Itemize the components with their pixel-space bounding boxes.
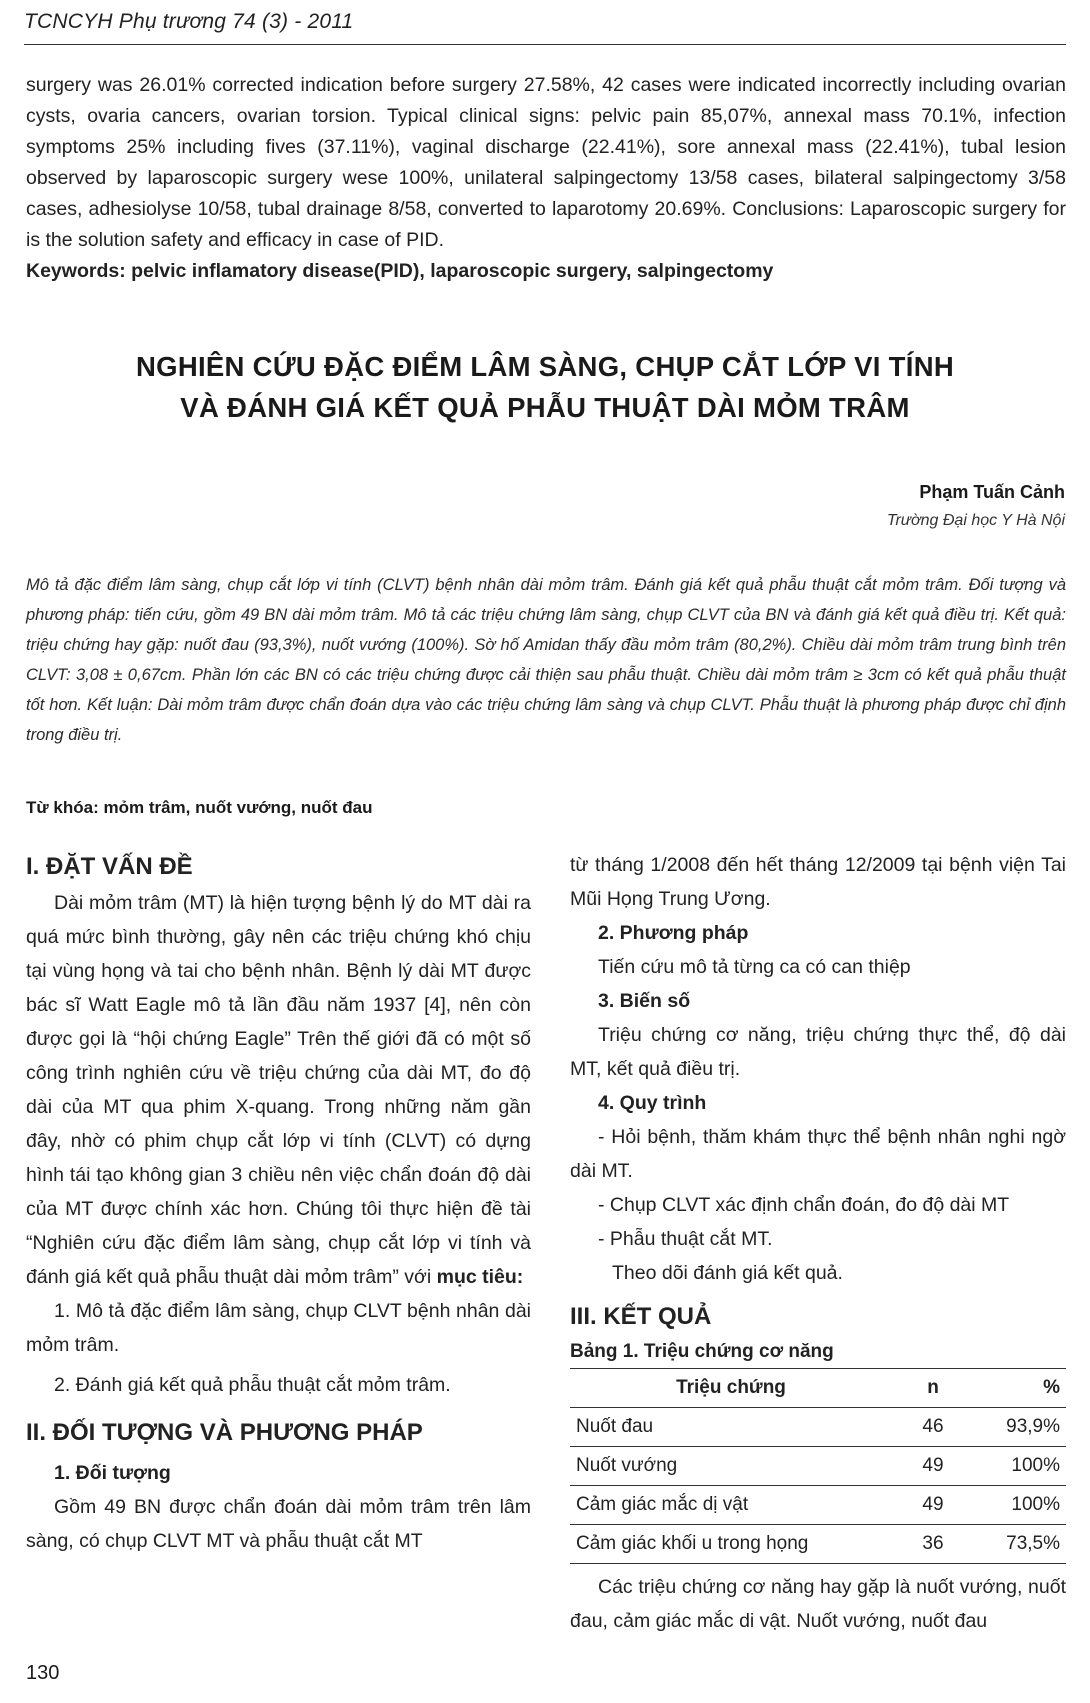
article-title-line-2: VÀ ĐÁNH GIÁ KẾT QUẢ PHẪU THUẬT DÀI MỎM TRÂM xyxy=(180,392,910,423)
objective-label: mục tiêu: xyxy=(436,1266,524,1288)
introduction-paragraph xyxy=(26,886,531,1294)
subheading-method: 2. Phương pháp xyxy=(598,922,749,944)
vietnamese-abstract: Mô tả đặc điểm lâm sàng, chụp cắt lớp vi tính (CLVT) bệnh nhân dài mỏm trâm. Đánh giá kết quả phẫu thuật cắt mỏm trâm. Đối tượng và phương pháp: tiến cứu, gồm 49 BN dài mỏm trâm. Mô tả các triệu chứng lâm sàng, chụp CLVT của BN và đánh giá kết quả điều trị. Kết quả: triệu chứng hay gặp: nuốt đau (93,3%), nuốt vướng (100%). Sờ hố Amidan thấy đầu mỏm trâm (80,2%). Chiều dài mỏm trâm trung bình trên CLVT: 3,08 ± 0,67cm. Phần lớn các BN có các triệu chứng được cải thiện sau phẫu thuật. Chiều dài mỏm trâm ≥ 3cm có kết quả phẫu thuật tốt hơn. Kết luận: Dài mỏm trâm được chẩn đoán dựa vào các triệu chứng lâm sàng và chụp CLVT. Phẫu thuật là phương pháp được chỉ định trong điều trị. xyxy=(26,576,1066,744)
table-row xyxy=(570,1525,1066,1564)
symptoms-table xyxy=(570,1368,1066,1564)
running-header: TCNCYH Phụ trương 74 (3) - 2011 xyxy=(24,10,354,33)
objective-item-1: 1. Mô tả đặc điểm lâm sàng, chụp CLVT bệnh nhân dài mỏm trâm. xyxy=(26,1300,531,1356)
table-header-n: n xyxy=(892,1369,974,1408)
right-column xyxy=(570,848,1066,1638)
subheading-variables: 3. Biến số xyxy=(598,990,691,1012)
article-title xyxy=(0,346,1090,428)
table-cell-n: 49 xyxy=(892,1486,974,1525)
english-abstract-text: surgery was 26.01% corrected indication before surgery 27.58%, 42 cases were indicated incorrectly including ovarian cysts, ovaria cancers, ovarian torsion. Typical clinical signs: pelvic pain 85,07%, annexal mass 70.1%, infection symptoms 25% including fives (37.11%), vaginal discharge (22.41%), sore annexal mass (22.41%), tubal lesion observed by laparoscopic surgery wese 100%, unilateral salpingectomy 13/58 cases, bilateral salpingectomy 3/58 cases, adhesiolyse 10/58, tubal drainage 8/58, converted to laparotomy 20.69%. Conclusions: Laparoscopic surgery for is the solution safety and efficacy in case of PID. xyxy=(26,74,1066,251)
subjects-continued-text: từ tháng 1/2008 đến hết tháng 12/2009 tại bệnh viện Tai Mũi Họng Trung Ương. xyxy=(570,854,1066,910)
table-cell-symptom: Nuốt đau xyxy=(570,1408,892,1447)
table-cell-percent: 93,9% xyxy=(974,1408,1066,1447)
section-heading-introduction: I. ĐẶT VẤN ĐỀ xyxy=(26,853,193,880)
english-keywords: Keywords: pelvic inflamatory disease(PID), laparoscopic surgery, salpingectomy xyxy=(26,260,774,282)
procedure-item-2: - Chụp CLVT xác định chẩn đoán, đo độ dài MT xyxy=(598,1194,1010,1216)
table-cell-n: 49 xyxy=(892,1447,974,1486)
table-header-percent: % xyxy=(974,1369,1066,1408)
introduction-text: Dài mỏm trâm (MT) là hiện tượng bệnh lý do MT dài ra quá mức bình thường, gây nên các triệu chứng khó chịu tại vùng họng và tai cho bệnh nhân. Bệnh lý dài MT được bác sĩ Watt Eagle mô tả lần đầu năm 1937 [4], nên còn được gọi là “hội chứng Eagle” Trên thế giới đã có một số công trình nghiên cứu về triệu chứng của dài MT, đo độ dài của MT qua phim X-quang. Trong những năm gần đây, nhờ có phim chụp cắt lớp vi tính (CLVT) có dựng hình tái tạo không gian 3 chiều nên việc chẩn đoán độ dài của MT được chính xác hơn. Chúng tôi thực hiện đề tài “Nghiên cứu đặc điểm lâm sàng, chụp cắt lớp vi tính và đánh giá kết quả phẫu thuật dài mỏm trâm” với xyxy=(26,892,531,1288)
method-text: Tiến cứu mô tả từng ca có can thiệp xyxy=(598,956,911,978)
table-header-symptom: Triệu chứng xyxy=(570,1369,892,1408)
subjects-text: Gồm 49 BN được chẩn đoán dài mỏm trâm trên lâm sàng, có chụp CLVT MT và phẫu thuật cắt MT xyxy=(26,1496,531,1552)
table-cell-symptom: Cảm giác khối u trong họng xyxy=(570,1525,892,1564)
table-row xyxy=(570,1486,1066,1525)
subheading-procedure: 4. Quy trình xyxy=(598,1092,707,1114)
table-cell-symptom: Cảm giác mắc dị vật xyxy=(570,1486,892,1525)
vietnamese-keywords: Từ khóa: mỏm trâm, nuốt vướng, nuốt đau xyxy=(26,798,373,817)
table-row xyxy=(570,1408,1066,1447)
results-text: Các triệu chứng cơ năng hay gặp là nuốt vướng, nuốt đau, cảm giác mắc di vật. Nuốt vướng, nuốt đau xyxy=(570,1576,1066,1632)
subheading-subjects: 1. Đối tượng xyxy=(54,1462,171,1484)
table-row xyxy=(570,1447,1066,1486)
section-heading-methods: II. ĐỐI TƯỢNG VÀ PHƯƠNG PHÁP xyxy=(26,1419,423,1446)
table-cell-n: 46 xyxy=(892,1408,974,1447)
author-name: Phạm Tuấn Cảnh xyxy=(919,482,1065,502)
table-cell-n: 36 xyxy=(892,1525,974,1564)
table-cell-percent: 100% xyxy=(974,1447,1066,1486)
article-title-line-1: NGHIÊN CỨU ĐẶC ĐIỂM LÂM SÀNG, CHỤP CẮT LỚP VI TÍNH xyxy=(135,351,955,382)
english-abstract xyxy=(26,70,1066,287)
page-number: 130 xyxy=(26,1662,60,1684)
author-affiliation: Trường Đại học Y Hà Nội xyxy=(886,512,1065,529)
table-header-row xyxy=(570,1369,1066,1408)
table-cell-percent: 73,5% xyxy=(974,1525,1066,1564)
variables-text: Triệu chứng cơ năng, triệu chứng thực thể, độ dài MT, kết quả điều trị. xyxy=(570,1024,1066,1080)
procedure-item-4: Theo dõi đánh giá kết quả. xyxy=(612,1262,843,1284)
procedure-item-3: - Phẫu thuật cắt MT. xyxy=(598,1228,773,1250)
table-cell-percent: 100% xyxy=(974,1486,1066,1525)
header-rule xyxy=(24,44,1066,45)
left-column xyxy=(26,848,531,1558)
objective-item-2: 2. Đánh giá kết quả phẫu thuật cắt mỏm trâm. xyxy=(54,1374,451,1396)
table-cell-symptom: Nuốt vướng xyxy=(570,1447,892,1486)
section-heading-results: III. KẾT QUẢ xyxy=(570,1303,712,1330)
procedure-item-1: - Hỏi bệnh, thăm khám thực thể bệnh nhân nghi ngờ dài MT. xyxy=(570,1126,1066,1182)
table-caption: Bảng 1. Triệu chứng cơ năng xyxy=(570,1341,834,1362)
